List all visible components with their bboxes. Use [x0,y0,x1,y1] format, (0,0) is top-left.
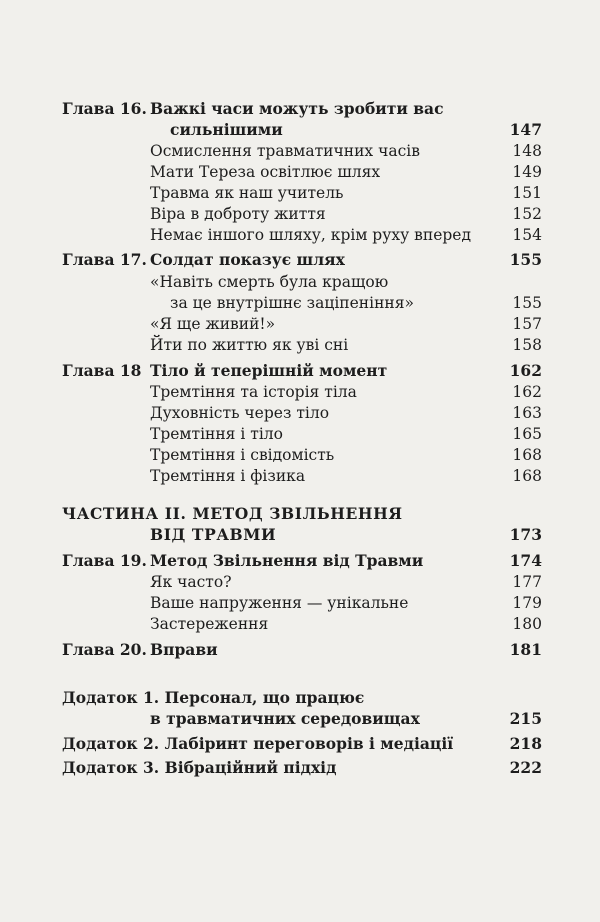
section-title: Віра в доброту життя [150,205,326,223]
section-title: Йти по життю як уві сні [150,336,349,354]
section-title-cont: за це внутрішнє заціпеніння» [170,294,415,312]
page-number: 222 [509,758,542,777]
section-title: Духовність через тіло [150,404,330,422]
page-number: 177 [512,573,542,591]
page-number: 155 [509,250,542,269]
page-number: 174 [509,551,542,570]
section-title: Травма як наш учитель [150,184,344,202]
chapter-label: Глава 20. [62,640,147,659]
page-number: 173 [509,525,542,544]
page-number: 147 [509,120,542,139]
appendix-title-cont: в травматичних середовищах [150,709,420,728]
page-number: 218 [509,734,542,753]
appendix-title: Додаток 1. Персонал, що працює [62,688,365,707]
part-title: ЧАСТИНА II. МЕТОД ЗВІЛЬНЕННЯ [62,504,403,523]
chapter-title-cont: сильнішими [170,120,283,139]
appendix-title: Додаток 3. Вібраційний підхід [62,758,337,777]
chapter-title: Солдат показує шлях [150,250,345,269]
section-title: Тремтіння і фізика [150,467,306,485]
page-number: 168 [512,467,542,485]
appendix-title: Додаток 2. Лабіринт переговорів і медіації [62,734,454,753]
section-title: Тремтіння та історія тіла [150,383,357,401]
page-number: 180 [512,615,542,633]
chapter-label: Глава 17. [62,250,147,269]
chapter-label: Глава 19. [62,551,147,570]
section-title: Осмислення травматичних часів [150,142,420,160]
section-title: Тремтіння і свідомість [150,446,335,464]
page-number: 162 [512,383,542,401]
chapter-label: Глава 18 [62,361,142,380]
page-number: 157 [512,315,542,333]
section-title: «Я ще живий!» [150,315,276,333]
section-title: Як часто? [150,573,232,591]
chapter-title: Важкі часи можуть зробити вас [150,99,444,118]
page-number: 148 [512,142,542,160]
page-number: 179 [512,594,542,612]
page-number: 158 [512,336,542,354]
chapter-title: Вправи [150,640,218,659]
section-title: Застереження [150,615,269,633]
page-number: 152 [512,205,542,223]
page-number: 215 [509,709,542,728]
chapter-label: Глава 16. [62,99,147,118]
chapter-title: Тіло й теперішній момент [150,361,388,380]
section-title: Немає іншого шляху, крім руху вперед [150,226,472,244]
section-title: «Навіть смерть була кращою [150,273,389,291]
page-number: 163 [512,404,542,422]
page-number: 149 [512,163,542,181]
section-title: Ваше напруження — унікальне [150,594,409,612]
page-number: 154 [512,226,542,244]
page-number: 155 [512,294,542,312]
page-number: 181 [509,640,542,659]
part-title-cont: ВІД ТРАВМИ [150,525,277,544]
page-number: 165 [512,425,542,443]
chapter-title: Метод Звільнення від Травми [150,551,424,570]
page-number: 151 [512,184,542,202]
section-title: Мати Тереза освітлює шлях [150,163,381,181]
page-number: 162 [509,361,542,380]
page-number: 168 [512,446,542,464]
section-title: Тремтіння і тіло [150,425,283,443]
